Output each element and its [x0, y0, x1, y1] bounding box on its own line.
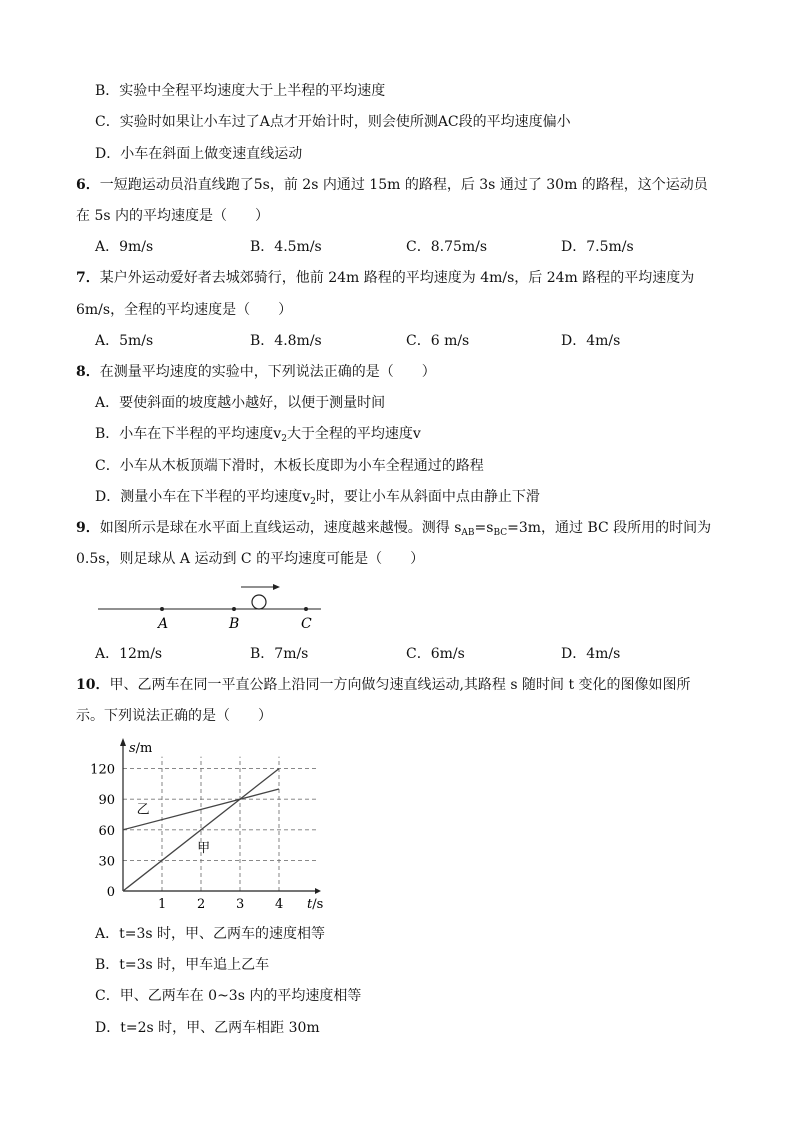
- q9-stem-line1: [76, 518, 711, 543]
- q10-stem-line2: 示。下列说法正确的是（ ）: [76, 708, 272, 724]
- q9-option-d: D．4m/s: [561, 646, 621, 662]
- q6-option-b: B．4.5m/s: [250, 239, 322, 255]
- q5-option-c: C．实验时如果让小车过了A点才开始计时，则会使所测AC段的平均速度偏小: [95, 114, 571, 130]
- series-label-2: 乙: [136, 802, 150, 818]
- q7-stem-line1: [76, 268, 694, 288]
- q9-text-pre: 如图所示是球在水平面上直线运动，速度越来越慢。测得 s: [99, 520, 462, 536]
- series-label-1: 甲: [197, 841, 211, 857]
- q6-number: 6．: [76, 177, 100, 193]
- q6-stem-line2: 在 5s 内的平均速度是（ ）: [76, 208, 269, 224]
- x-axis-arrow-icon: [315, 888, 321, 894]
- q7-options: [95, 331, 715, 351]
- label-a: A: [158, 616, 169, 632]
- q5-option-d: D．小车在斜面上做变速直线运动: [95, 146, 303, 162]
- y-tick-label: 0: [106, 885, 115, 900]
- q10-option-c: C．甲、乙两车在 0~3s 内的平均速度相等: [95, 988, 362, 1004]
- label-c: C: [301, 616, 312, 632]
- q9-option-a: A．12m/s: [95, 646, 163, 662]
- label-b: B: [229, 616, 240, 632]
- q7-text: 某户外运动爱好者去城郊骑行，他前 24m 路程的平均速度为 4m/s，后 24m 路程的平均速度为: [99, 270, 695, 286]
- q9-text-post: =3m，通过 BC 段所用的时间为: [507, 520, 712, 536]
- q10-stem-line1: [76, 675, 691, 695]
- q7-option-d: D．4m/s: [561, 333, 621, 349]
- q10-number: 10．: [76, 677, 110, 693]
- q8-option-b-sub: 2: [281, 434, 287, 444]
- y-tick-label: 30: [98, 854, 115, 870]
- q7-option-c: C．6 m/s: [406, 333, 470, 349]
- q9-option-c: C．6m/s: [406, 646, 465, 662]
- x-axis-label: t/s: [307, 897, 324, 912]
- q6-option-a: A．9m/s: [95, 239, 154, 255]
- q7-stem-line2: 6m/s，全程的平均速度是（ ）: [76, 302, 293, 318]
- q6-stem-line1: [76, 175, 708, 195]
- y-tick-label: 90: [98, 793, 115, 809]
- q9-options: [95, 644, 715, 664]
- motion-arrow-icon: [273, 584, 280, 590]
- q6-options: [95, 237, 715, 257]
- q8-option-d-pre: D．测量小车在下半程的平均速度v: [95, 489, 311, 505]
- q8-option-b: [95, 424, 421, 449]
- x-tick-label: 2: [197, 897, 206, 912]
- x-tick-label: 3: [236, 897, 245, 912]
- q10-text: 甲、乙两车在同一平直公路上沿同一方向做匀速直线运动,其路程 s 随时间 t 变化的图像如图所: [109, 677, 691, 693]
- x-tick-label: 4: [275, 897, 284, 912]
- q8-option-d: [95, 487, 540, 512]
- q7-option-a: A．5m/s: [95, 333, 154, 349]
- q6-option-c: C．8.75m/s: [406, 239, 488, 255]
- q9-option-b: B．7m/s: [250, 646, 309, 662]
- q5-option-b: B．实验中全程平均速度大于上半程的平均速度: [95, 83, 386, 99]
- q10-option-d: D．t=2s 时，甲、乙两车相距 30m: [95, 1020, 320, 1036]
- point-c-dot: [304, 607, 308, 611]
- q9-text-mid: =s: [474, 520, 494, 536]
- q8-option-a: A．要使斜面的坡度越小越好，以便于测量时间: [95, 395, 386, 411]
- ball-icon: [252, 595, 266, 609]
- q9-figure: [95, 582, 335, 632]
- y-axis-arrow-icon: [120, 738, 126, 746]
- y-tick-label: 60: [98, 823, 115, 839]
- q6-option-d: D．7.5m/s: [561, 239, 634, 255]
- q9-sub-ab: AB: [461, 528, 475, 538]
- q8-option-b-post: 大于全程的平均速度v: [286, 426, 421, 442]
- q9-stem-line2: 0.5s，则足球从 A 运动到 C 的平均速度可能是（ ）: [76, 551, 425, 567]
- q9-number: 9．: [76, 520, 100, 536]
- q10-option-a: A．t=3s 时，甲、乙两车的速度相等: [95, 926, 326, 942]
- q8-option-d-post: 时，要让小车从斜面中点由静止下滑: [315, 489, 540, 505]
- q10-option-b: B．t=3s 时，甲车追上乙车: [95, 957, 270, 973]
- q8-stem: [76, 362, 436, 382]
- q7-option-b: B．4.8m/s: [250, 333, 322, 349]
- y-axis-label: s/m: [129, 741, 153, 756]
- x-tick-label: 1: [158, 897, 167, 912]
- q9-sub-bc: BC: [493, 528, 508, 538]
- q8-text: 在测量平均速度的实验中，下列说法正确的是（ ）: [99, 364, 436, 380]
- q8-option-d-sub: 2: [310, 497, 316, 507]
- st-graph: [90, 732, 340, 912]
- q7-number: 7．: [76, 270, 100, 286]
- q8-number: 8．: [76, 364, 100, 380]
- point-b-dot: [232, 607, 236, 611]
- q6-text: 一短跑运动员沿直线跑了5s，前 2s 内通过 15m 的路程，后 3s 通过了 30m 的路程，这个运动员: [99, 177, 708, 193]
- y-tick-label: 120: [90, 762, 115, 778]
- q8-option-b-pre: B．小车在下半程的平均速度v: [95, 426, 282, 442]
- point-a-dot: [160, 607, 164, 611]
- q8-option-c: C．小车从木板顶端下滑时，木板长度即为小车全程通过的路程: [95, 458, 484, 474]
